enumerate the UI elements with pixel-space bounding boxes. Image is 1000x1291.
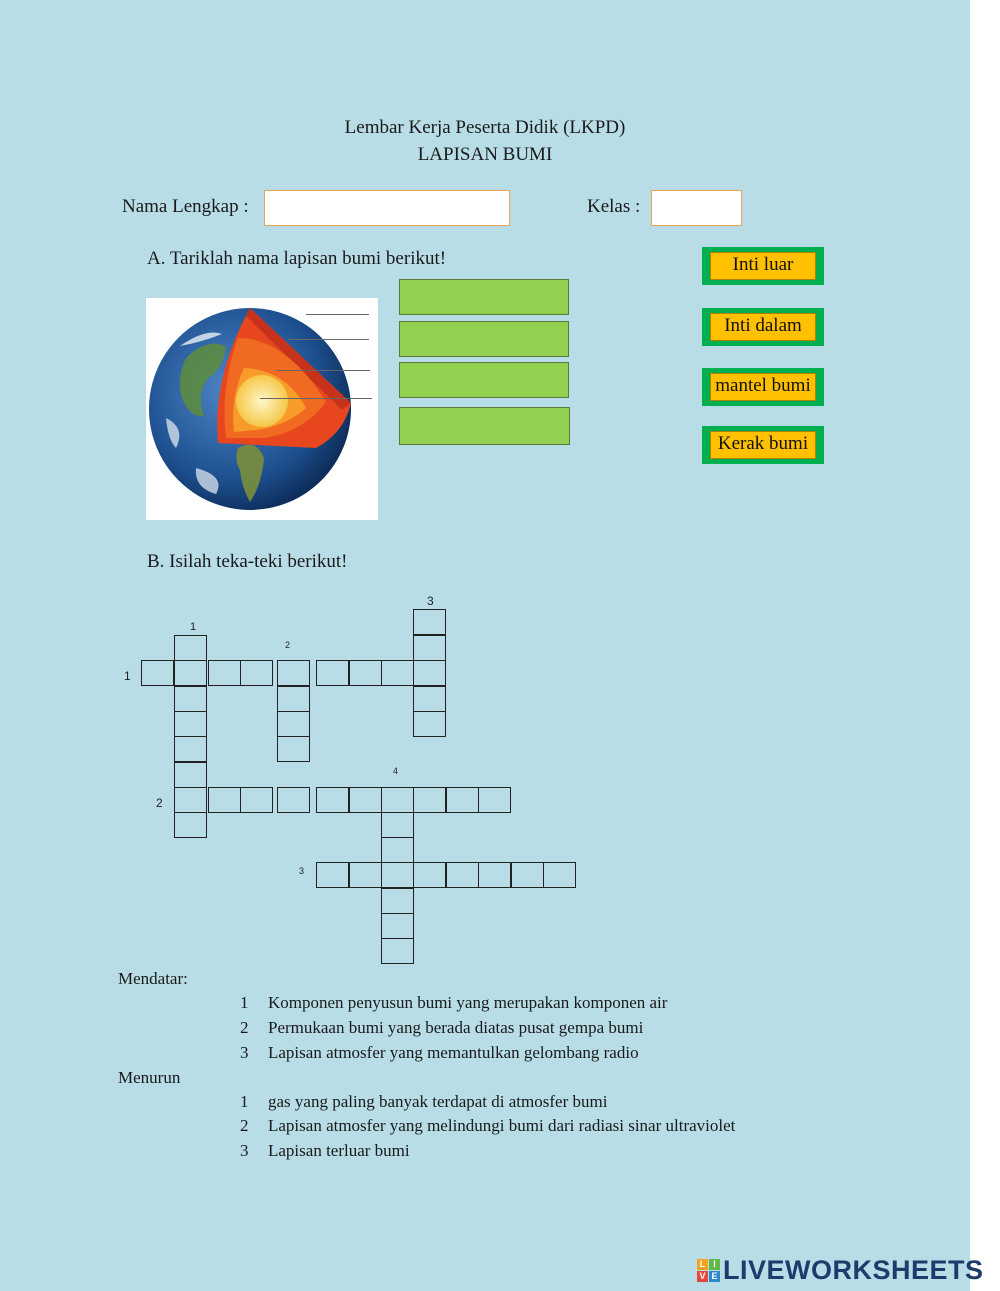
mendatar-label: Mendatar: [118,969,188,988]
crossword-cell[interactable] [240,787,273,813]
crossword-cell[interactable] [174,736,207,762]
crossword-cell[interactable] [349,862,382,888]
drop-target-1[interactable] [399,279,569,315]
earth-layers-icon [146,298,378,520]
drop-target-2[interactable] [399,321,569,357]
crossword-cell[interactable] [174,787,207,813]
crossword-cell[interactable] [413,609,446,635]
crossword-cell[interactable] [277,787,310,813]
crust-pointer-line [306,314,369,315]
logo-wordmark: LIVEWORKSHEETS [723,1254,984,1285]
mantle-pointer-line [288,339,369,340]
crossword-cell[interactable] [240,660,273,686]
clue-number-down-1: 1 [190,621,197,633]
crossword-cell[interactable] [511,862,544,888]
live-badge-icon [697,1259,720,1282]
option-inti-dalam-label[interactable]: Inti dalam [710,313,816,341]
crossword-cell[interactable] [543,862,576,888]
crossword-cell[interactable] [381,888,414,914]
option-inti-luar-label[interactable]: Inti luar [710,252,816,280]
menurun-label: Menurun [118,1068,181,1087]
clue-number-across-1: 1 [124,669,131,683]
clue-number-across-3: 3 [299,866,305,876]
crossword-cell[interactable] [174,711,207,737]
option-kerak-bumi[interactable] [702,426,824,464]
crossword-cell[interactable] [277,736,310,762]
crossword-cell[interactable] [349,787,382,813]
badge-letter-i: I [709,1259,720,1270]
crossword-cell[interactable] [208,660,241,686]
menurun-2-text: Lapisan atmosfer yang melindungi bumi dari radiasi sinar ultraviolet [268,1116,736,1135]
class-input[interactable] [651,190,742,226]
name-input[interactable] [264,190,510,226]
clue-number-down-3: 3 [427,594,434,608]
crossword-cell[interactable] [316,787,349,813]
option-mantel-bumi-label[interactable]: mantel bumi [710,373,816,401]
crossword-cell[interactable] [478,862,511,888]
option-inti-luar[interactable] [702,247,824,285]
worksheet-title: Lembar Kerja Peserta Didik (LKPD) [344,117,626,138]
drop-target-3[interactable] [399,362,569,398]
crossword-cell[interactable] [174,812,207,838]
crossword-cell[interactable] [381,938,414,964]
section-a-instruction: A. Tariklah nama lapisan bumi berikut! [147,248,447,269]
crossword-cell[interactable] [413,635,446,661]
menurun-2-number: 2 [240,1116,249,1135]
mendatar-2-number: 2 [240,1018,249,1037]
mendatar-1-number: 1 [240,993,249,1012]
crossword-cell[interactable] [413,686,446,712]
crossword-cell[interactable] [277,660,310,686]
crossword-cell[interactable] [277,711,310,737]
crossword-cell[interactable] [174,686,207,712]
option-inti-dalam[interactable] [702,308,824,346]
class-label: Kelas : [587,196,641,217]
mendatar-2-text: Permukaan bumi yang berada diatas pusat gempa bumi [268,1018,644,1037]
crossword-cell[interactable] [478,787,511,813]
menurun-1-number: 1 [240,1092,249,1111]
name-label: Nama Lengkap : [122,196,249,217]
worksheet-subtitle: LAPISAN BUMI [417,144,553,165]
crossword-cell[interactable] [446,787,479,813]
drop-target-4[interactable] [399,407,570,445]
crossword-cell[interactable] [174,762,207,788]
crossword-cell[interactable] [413,862,446,888]
clue-number-down-2: 2 [285,640,291,650]
crossword-cell[interactable] [381,787,414,813]
crossword-cell[interactable] [381,660,414,686]
clue-number-across-2: 2 [156,796,163,810]
mendatar-3-number: 3 [240,1043,249,1062]
crossword-cell[interactable] [381,913,414,939]
crossword-cell[interactable] [446,862,479,888]
crossword-cell[interactable] [413,711,446,737]
option-kerak-bumi-label[interactable]: Kerak bumi [710,431,816,459]
crossword-cell[interactable] [413,660,446,686]
crossword-cell[interactable] [208,787,241,813]
section-b-instruction: B. Isilah teka-teki berikut! [147,551,348,572]
crossword-cell[interactable] [413,787,446,813]
crossword-cell[interactable] [277,686,310,712]
option-mantel-bumi[interactable] [702,368,824,406]
menurun-3-text: Lapisan terluar bumi [268,1141,410,1160]
crossword-cell[interactable] [381,812,414,838]
mendatar-1-text: Komponen penyusun bumi yang merupakan komponen air [268,993,668,1012]
menurun-3-number: 3 [240,1141,249,1160]
outer-core-pointer-line [276,370,370,371]
clue-number-down-4: 4 [393,766,399,776]
crossword-cell[interactable] [349,660,382,686]
crossword-cell[interactable] [381,837,414,863]
badge-letter-l: L [697,1259,708,1270]
badge-letter-v: V [697,1271,708,1282]
liveworksheets-logo [697,1255,984,1285]
mendatar-3-text: Lapisan atmosfer yang memantulkan gelombang radio [268,1043,639,1062]
badge-letter-e: E [709,1271,720,1282]
earth-layers-illustration [146,298,378,520]
crossword-cell[interactable] [381,862,414,888]
crossword-cell[interactable] [174,660,207,686]
crossword-cell[interactable] [316,862,349,888]
crossword-cell[interactable] [316,660,349,686]
crossword-cell[interactable] [141,660,174,686]
menurun-1-text: gas yang paling banyak terdapat di atmosfer bumi [268,1092,608,1111]
inner-core-pointer-line [260,398,372,399]
crossword-cell[interactable] [174,635,207,661]
